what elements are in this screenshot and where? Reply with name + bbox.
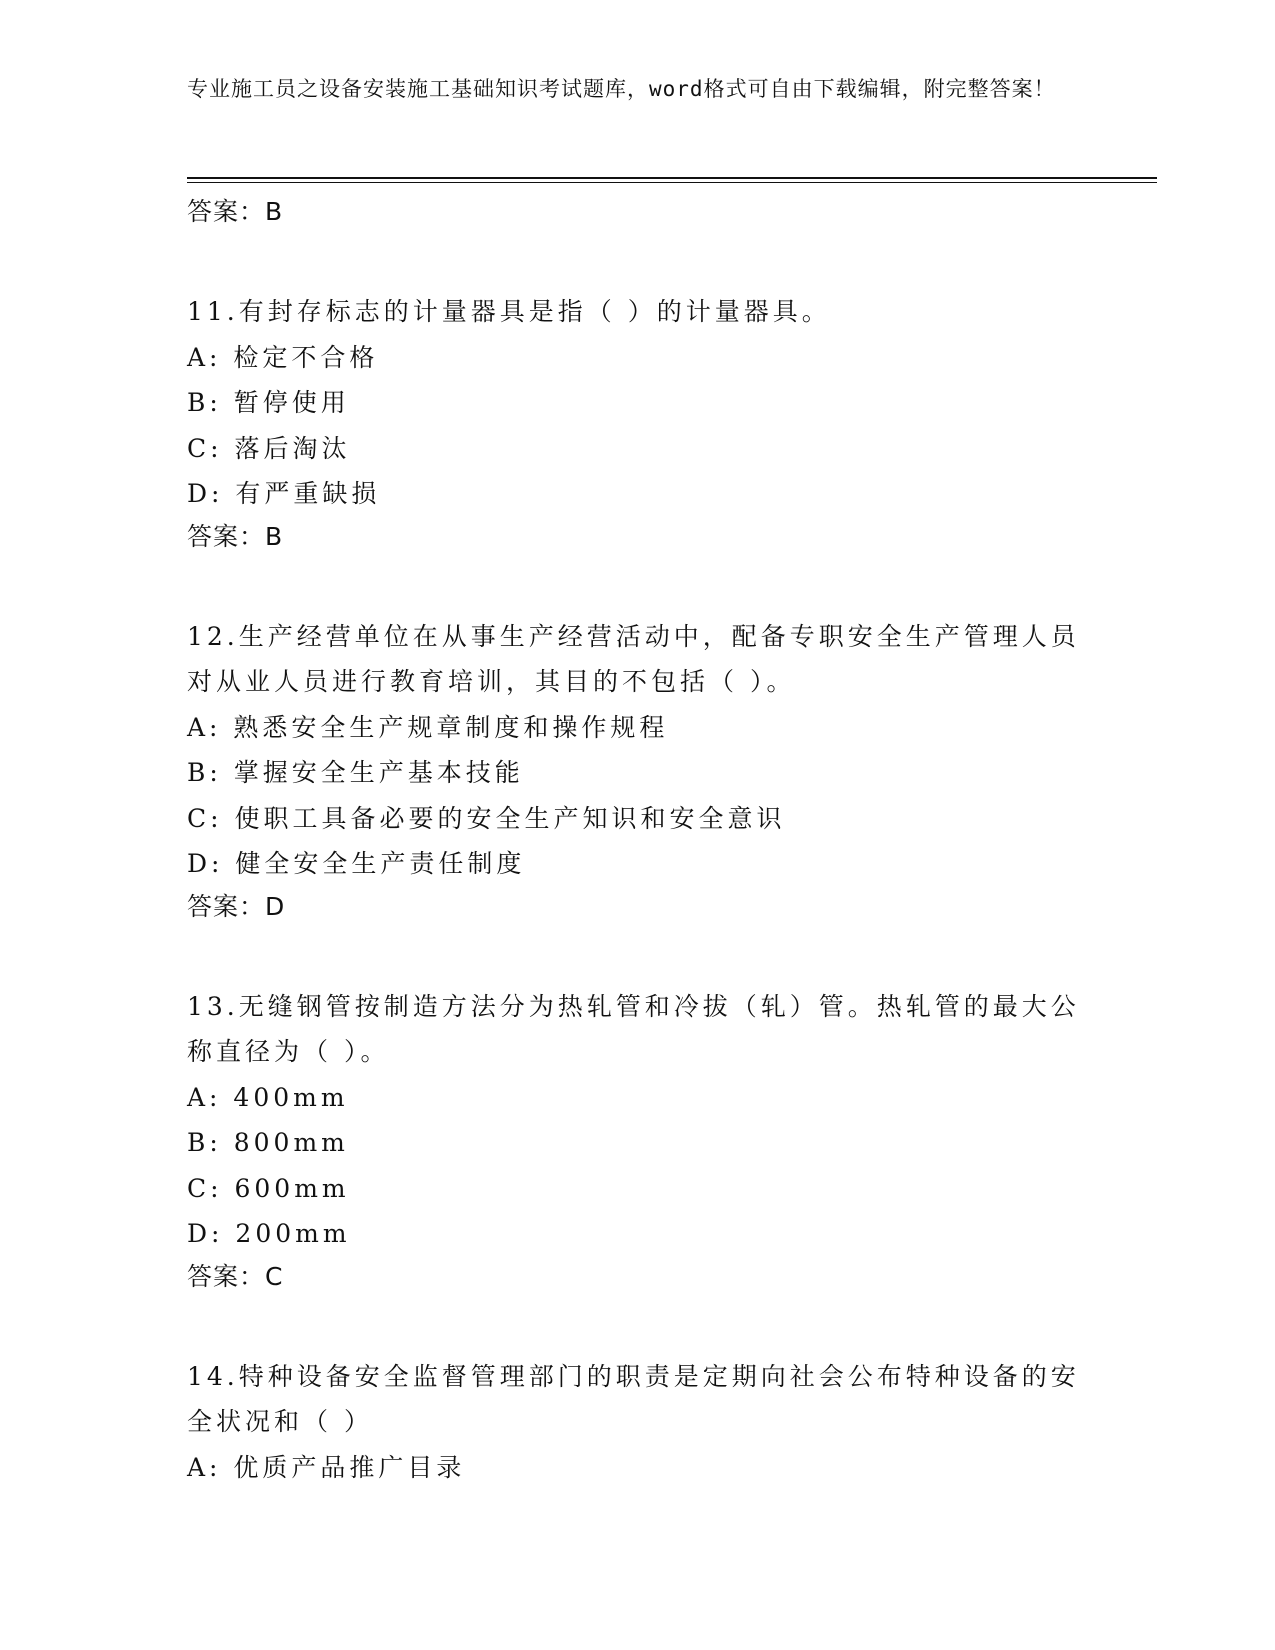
question-stem: 12.生产经营单位在从事生产经营活动中，配备专职安全生产管理人员对从业人员进行教育培训，其目的不包括（ ）。 xyxy=(187,621,1080,696)
question-list xyxy=(187,192,1087,1490)
question-13 xyxy=(187,984,1087,1297)
option-c: C: 使职工具备必要的安全生产知识和安全意识 xyxy=(187,803,786,833)
question-14 xyxy=(187,1354,1087,1491)
option-d: D: 健全安全生产责任制度 xyxy=(187,849,526,878)
page-header-text: 专业施工员之设备安装施工基础知识考试题库，word格式可自由下载编辑，附完整答案！ xyxy=(187,77,1056,101)
answer-label: 答案：C xyxy=(187,1261,284,1291)
header-divider-thin xyxy=(187,182,1157,183)
option-b: B: 暂停使用 xyxy=(187,388,350,417)
option-d: D: 200mm xyxy=(187,1219,351,1248)
question-stem: 11.有封存标志的计量器具是指（ ）的计量器具。 xyxy=(187,297,831,326)
option-a: A: 熟悉安全生产规章制度和操作规程 xyxy=(187,712,669,742)
answer-label: 答案：D xyxy=(187,891,286,921)
option-a: A: 检定不合格 xyxy=(187,342,379,372)
answer-label: 答案：B xyxy=(187,197,284,226)
question-12 xyxy=(187,614,1087,927)
option-a: A: 优质产品推广目录 xyxy=(187,1452,466,1482)
option-c: C: 落后淘汰 xyxy=(187,433,351,463)
answer-label: 答案：B xyxy=(187,521,284,551)
question-11 xyxy=(187,289,1087,557)
question-stem: 14.特种设备安全监督管理部门的职责是定期向社会公布特种设备的安全状况和（ ） xyxy=(187,1361,1080,1436)
option-a: A: 400mm xyxy=(187,1082,349,1112)
question-stem: 13.无缝钢管按制造方法分为热轧管和冷拔（轧）管。热轧管的最大公称直径为（ ）。 xyxy=(187,991,1080,1066)
option-c: C: 600mm xyxy=(187,1173,350,1203)
option-b: B: 800mm xyxy=(187,1128,349,1157)
header-divider-thick xyxy=(187,177,1157,179)
option-d: D: 有严重缺损 xyxy=(187,479,381,508)
option-b: B: 掌握安全生产基本技能 xyxy=(187,758,524,787)
